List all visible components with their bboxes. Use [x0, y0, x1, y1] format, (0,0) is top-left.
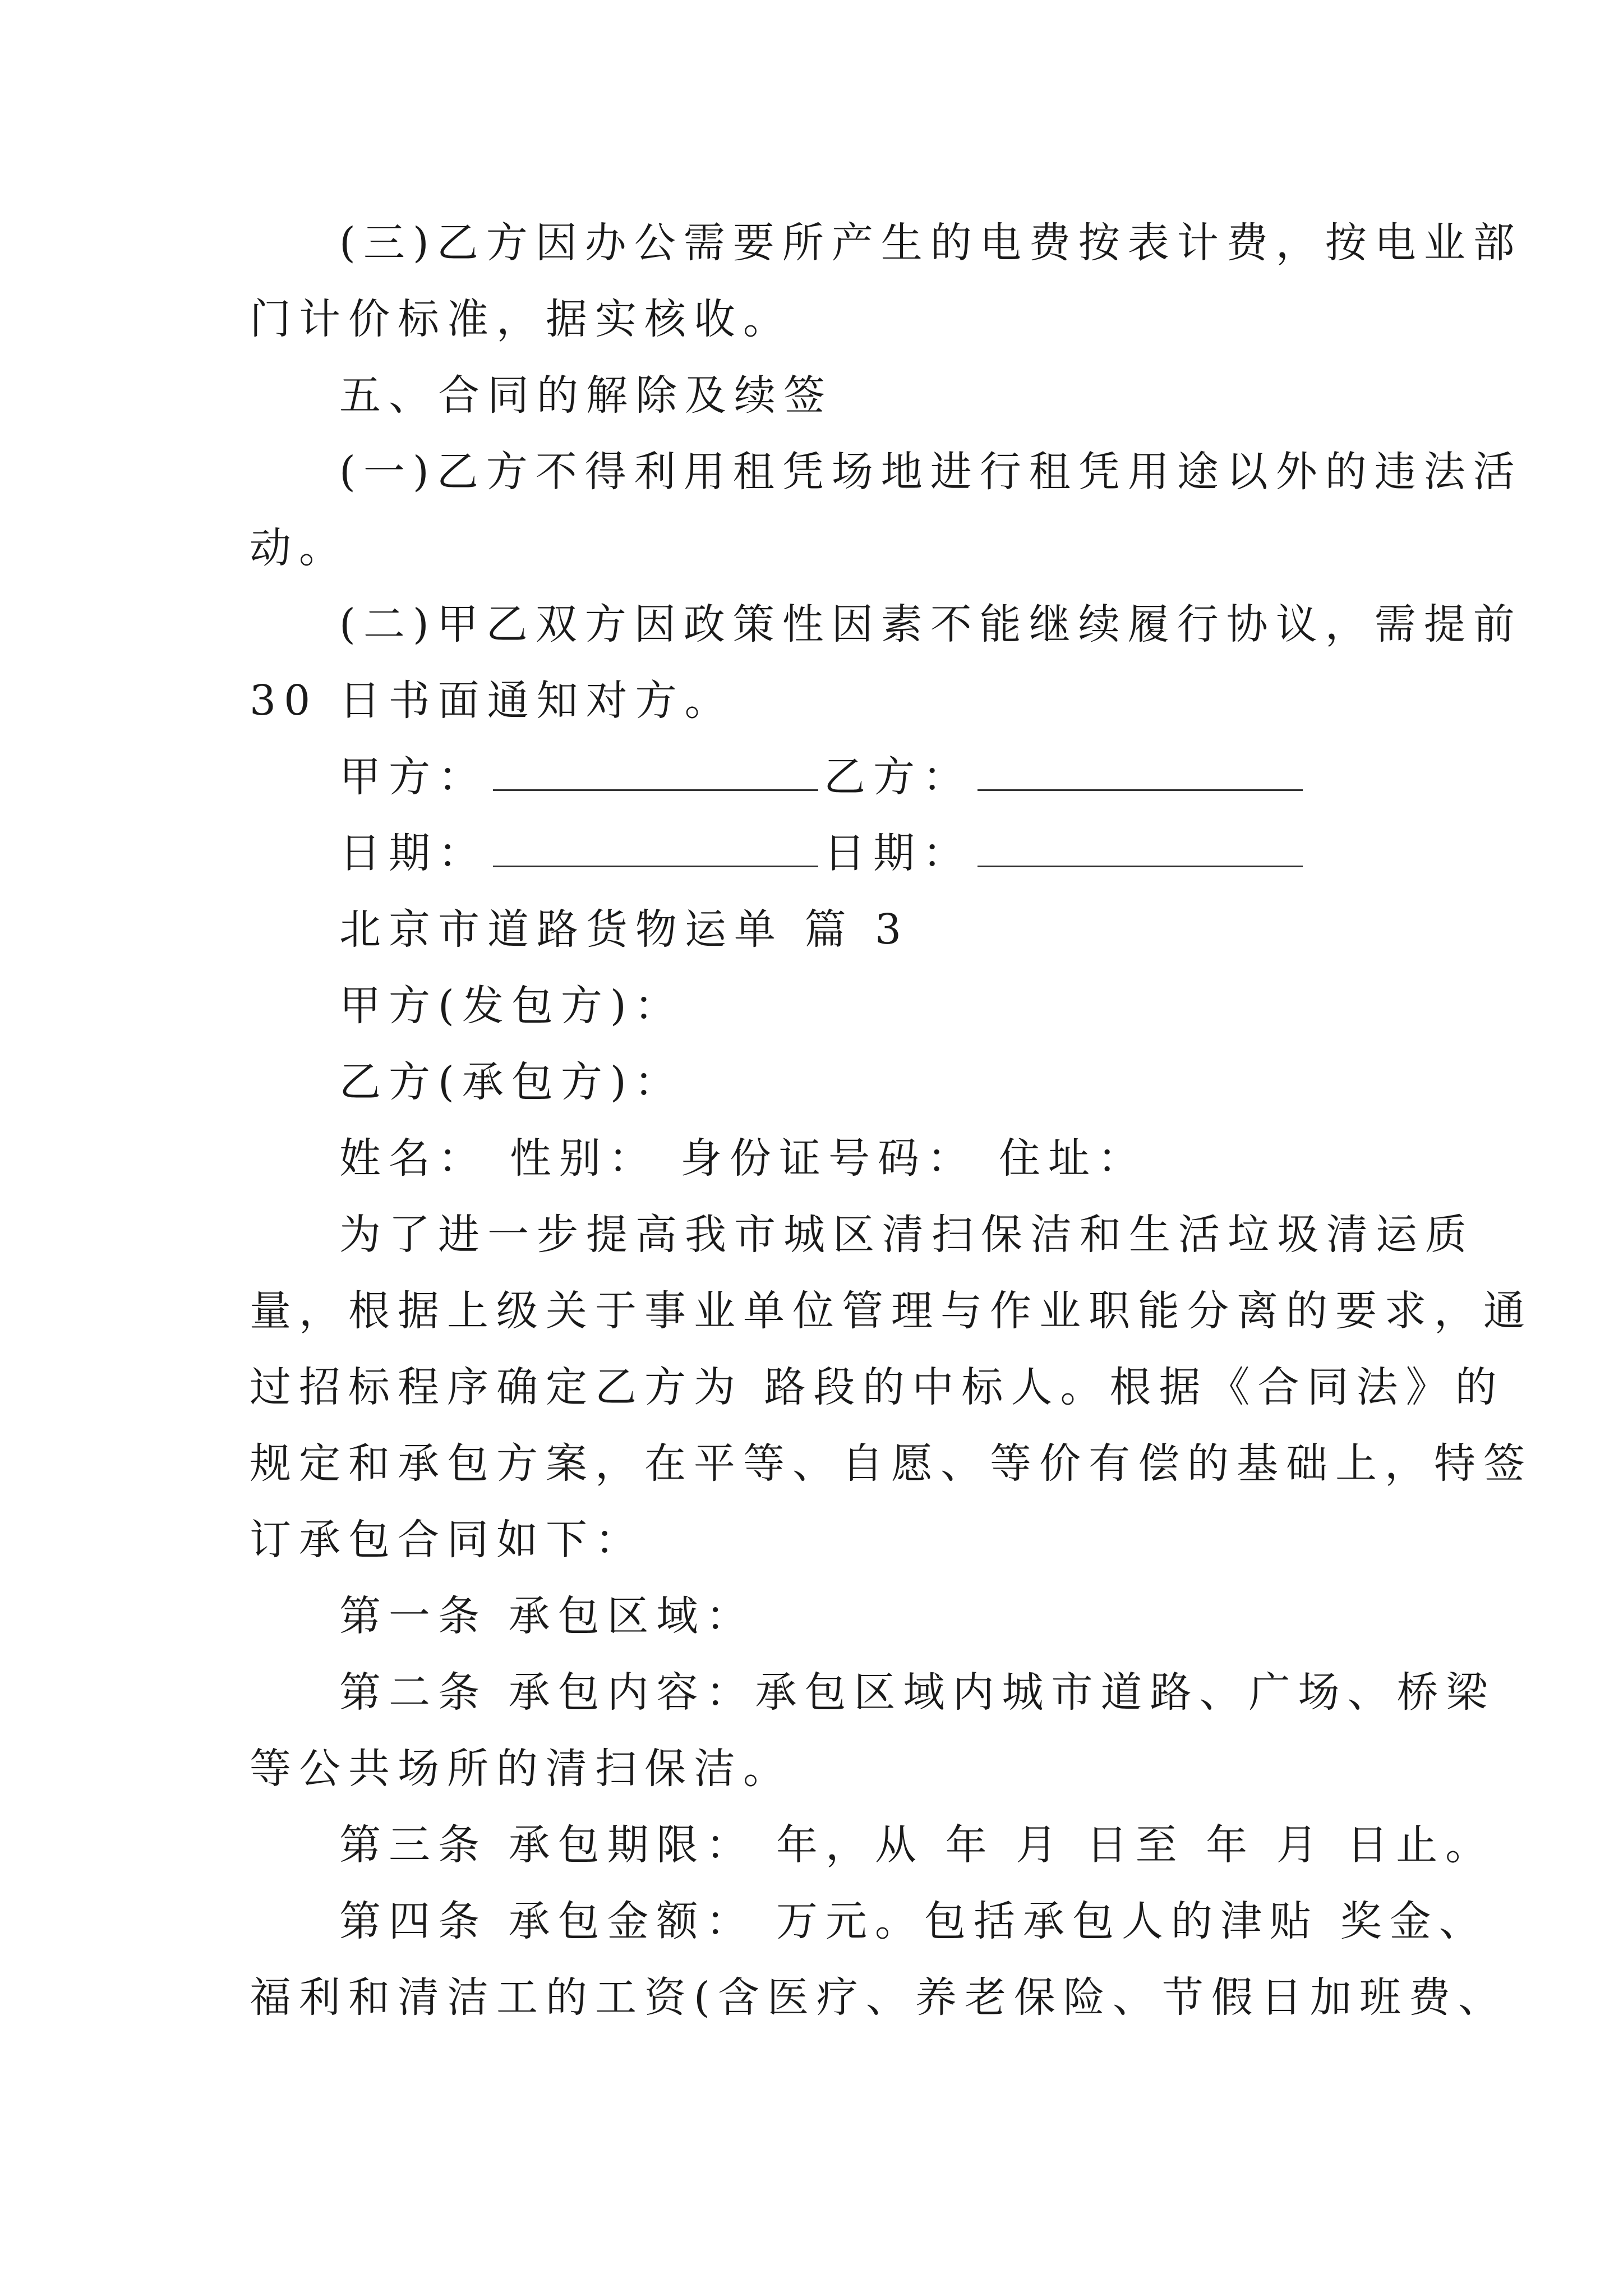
intro-line2: 量，根据上级关于事业单位管理与作业职能分离的要求，通 — [250, 1287, 1533, 1335]
personal-info-fields — [250, 1120, 1388, 1197]
party-b-label: 乙方： — [824, 753, 972, 801]
paragraph-policy-line1: (二)甲乙双方因政策性因素不能继续履行协议，需提前 — [339, 600, 1523, 648]
signature-row-dates — [250, 815, 1388, 891]
document-body — [250, 205, 1533, 2036]
contractor-party-b: 乙方(承包方)： — [339, 1058, 684, 1106]
field-id-label: 身份证号码： — [680, 1134, 976, 1182]
paragraph-electricity-line1: (三)乙方因办公需要所产生的电费按表计费，按电业部 — [339, 219, 1523, 267]
intro-line4: 规定和承包方案，在平等、自愿、等价有偿的基础上，特签 — [250, 1439, 1533, 1488]
party-b-blank — [978, 787, 1303, 791]
intro-line3: 过招标程序确定乙方为 路段的中标人。根据《合同法》的 — [250, 1363, 1505, 1411]
intro-line1: 为了进一步提高我市城区清扫保洁和生活垃圾清运质 — [339, 1211, 1474, 1259]
date-b-blank — [978, 863, 1303, 867]
section-heading-termination: 五、合同的解除及续签 — [339, 371, 833, 420]
article-2-line2: 等公共场所的清扫保洁。 — [250, 1745, 792, 1793]
paragraph-illegal-use-line2: 动。 — [250, 524, 348, 572]
section-title: 北京市道路货物运单 篇 3 — [339, 905, 910, 954]
date-a-blank — [493, 863, 818, 867]
field-gender-label: 性别： — [510, 1134, 658, 1182]
article-4-line1: 第四条 承包金额： 万元。包括承包人的津贴 奖金、 — [339, 1897, 1488, 1945]
paragraph-illegal-use-line1: (一)乙方不得利用租凭场地进行租凭用途以外的违法活 — [339, 448, 1523, 496]
date-b-label: 日期： — [824, 829, 972, 877]
contractor-party-a: 甲方(发包方)： — [339, 982, 684, 1030]
party-a-label: 甲方： — [339, 753, 487, 801]
article-4-line2: 福利和清洁工的工资(含医疗、养老保险、节假日加班费、 — [250, 1973, 1507, 2022]
party-a-blank — [493, 787, 818, 791]
article-2-line1: 第二条 承包内容：承包区域内城市道路、广场、桥梁 — [339, 1668, 1496, 1717]
signature-row-parties — [250, 739, 1388, 815]
intro-line5: 订承包合同如下： — [250, 1516, 644, 1564]
article-3: 第三条 承包期限： 年，从 年 月 日至 年 月 日止。 — [339, 1821, 1495, 1869]
article-1: 第一条 承包区域： — [339, 1592, 755, 1640]
paragraph-electricity-line2: 门计价标准，据实核收。 — [250, 295, 792, 343]
paragraph-policy-line2: 30 日书面通知对方。 — [250, 677, 734, 725]
field-address-label: 住址： — [999, 1134, 1147, 1182]
date-a-label: 日期： — [339, 829, 487, 877]
field-name-label: 姓名： — [339, 1134, 487, 1182]
